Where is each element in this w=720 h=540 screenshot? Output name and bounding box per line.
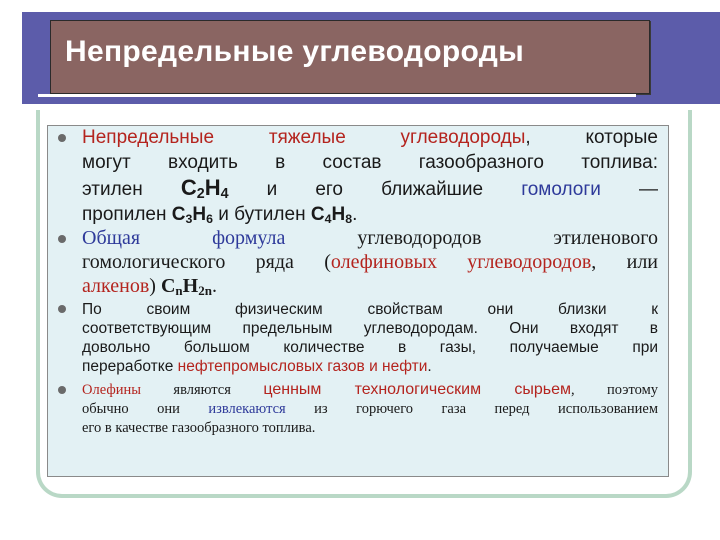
butylene-formula — [311, 204, 352, 225]
p2-text: ) — [149, 275, 161, 297]
homologues-term: гомологи — [521, 179, 601, 200]
formula-h: H — [182, 275, 199, 297]
paragraph-3 — [82, 300, 658, 376]
formula-sub: 2 — [196, 186, 205, 202]
p1-text: этилен — [82, 179, 181, 200]
p3-line-4 — [82, 357, 658, 376]
p1-line-1 — [82, 125, 658, 150]
p1-text: , которые — [525, 127, 658, 148]
bullet-icon — [58, 235, 66, 243]
formula-sub: n — [175, 283, 183, 298]
p3-text: . — [427, 358, 432, 375]
oilfield-gases-term: нефтепромысловых газов и нефти — [177, 358, 428, 375]
p4-line-1 — [82, 380, 658, 400]
formula-c: C — [160, 275, 176, 297]
p2-line-1 — [82, 226, 658, 250]
bullet-icon — [58, 305, 66, 313]
p3-text: переработке — [82, 358, 178, 375]
p4-text: обычно они — [82, 401, 209, 417]
formula-h: H — [331, 204, 346, 225]
p1-text: . — [352, 204, 358, 225]
formula-c: C — [180, 175, 197, 200]
p1-text: — — [600, 179, 658, 200]
alkene-general-formula — [161, 275, 212, 297]
formula-sub: 8 — [345, 212, 353, 226]
p2-text: углеводородов этиленового — [285, 227, 659, 249]
formula-sub: 3 — [185, 212, 193, 226]
p3-line-1: По своим физическим свойствам они близки к — [82, 301, 658, 318]
alkenes-term: алкенов — [82, 275, 150, 297]
p1-text: и его ближайшие — [228, 179, 522, 200]
paragraph-1 — [82, 125, 658, 227]
page-title: Непредельные углеводороды — [65, 35, 525, 68]
header-rule — [38, 94, 636, 97]
p1-line-4 — [82, 202, 658, 227]
general-formula-term: Общая формула — [82, 227, 286, 249]
p4-text: являются — [140, 382, 264, 398]
p2-line-2 — [82, 250, 658, 274]
olefins-term: Олефины — [82, 382, 141, 398]
left-margin — [0, 0, 22, 540]
p1-text: и бутилен — [212, 204, 311, 225]
paragraph-2 — [82, 226, 658, 298]
propylene-formula — [172, 204, 213, 225]
p1-line-2: могут входить в состав газообразного топлива: — [82, 152, 658, 173]
p3-line-2: соответствующим предельным углеводородам. Они входят в — [82, 320, 658, 337]
p4-text: из горючего газа перед использованием — [285, 401, 658, 417]
p4-line-2 — [82, 400, 658, 419]
p2-text: . — [211, 275, 217, 297]
title-box — [50, 20, 650, 94]
formula-c: C — [310, 204, 325, 225]
p2-text: гомологического ряда ( — [82, 251, 331, 273]
p4-text: , поэтому — [570, 382, 658, 398]
p1-line-3 — [82, 175, 658, 202]
formula-sub: 6 — [206, 212, 213, 226]
paragraph-4 — [82, 380, 658, 438]
valuable-feedstock-term: ценным технологическим сырьем — [263, 381, 571, 398]
p2-text: , или — [591, 251, 659, 273]
heavy-hydrocarbons-term: Непредельные тяжелые углеводороды — [82, 127, 526, 148]
formula-c: C — [171, 204, 186, 225]
formula-h: H — [192, 204, 207, 225]
formula-sub: 4 — [220, 186, 229, 202]
p2-line-3 — [82, 274, 658, 298]
p1-text: пропилен — [82, 204, 172, 225]
ethylene-formula — [181, 175, 229, 200]
extracted-term: извлекаются — [208, 401, 286, 417]
p3-line-3: довольно большом количестве в газы, получаемые при — [82, 339, 658, 356]
formula-h: H — [204, 175, 221, 200]
bullet-icon — [58, 134, 66, 142]
formula-sub: 4 — [324, 212, 332, 226]
p4-line-3: его в качестве газообразного топлива. — [82, 420, 316, 436]
bullet-icon — [58, 386, 66, 394]
olefin-hydrocarbons-term: олефиновых углеводородов — [330, 251, 592, 273]
formula-sub: 2n — [198, 283, 212, 298]
